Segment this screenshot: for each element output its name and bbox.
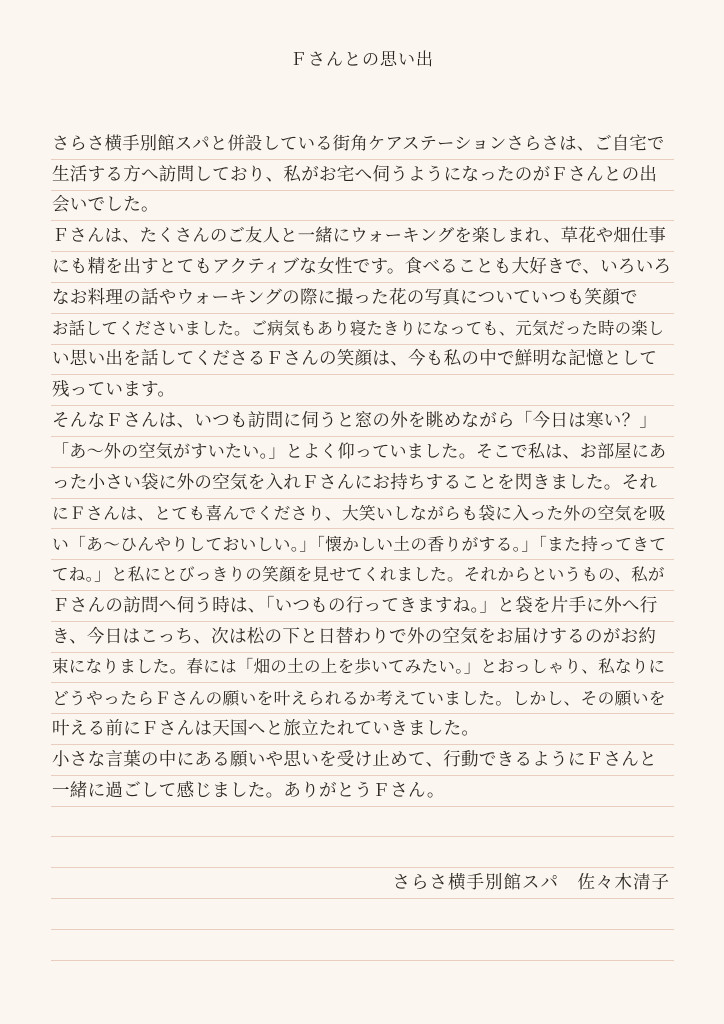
text-line (51, 345, 674, 376)
blank-line (51, 807, 674, 838)
text-line (51, 591, 674, 622)
text-line (51, 406, 674, 437)
text-line-content: 一緒に過ごして感じました。ありがとうＦさん。 (52, 780, 445, 801)
text-line-content: さらさ横手別館スパと併設している街角ケアステーションさらさは、ご自宅で (52, 133, 665, 154)
text-line-content: 残っています。 (52, 380, 176, 401)
text-line-content: 生活する方へ訪問しており、私がお宅へ伺うようになったのがＦさんとの出 (52, 164, 658, 185)
text-line-content: い「あ～ひんやりしておいしい。」「懐かしい土の香りがする。」「また持ってきて (52, 534, 667, 555)
text-line (51, 776, 674, 807)
text-line (51, 560, 674, 591)
blank-line (51, 930, 674, 961)
text-line-content: った小さい袋に外の空気を入れＦさんにお持ちすることを閃きました。それ (52, 472, 658, 493)
signature: さらさ横手別館スパ 佐々木清子 (392, 872, 670, 893)
text-line (51, 129, 674, 160)
ruled-text-area (51, 129, 674, 961)
blank-line (51, 837, 674, 868)
text-line (51, 283, 674, 314)
text-line (51, 468, 674, 499)
text-line-content: そんなＦさんは、いつも訪問に伺うと窓の外を眺めながら「今日は寒い？」 (52, 410, 658, 431)
text-line (51, 437, 674, 468)
text-line (51, 314, 674, 345)
text-line-content: 会いでした。 (52, 195, 159, 216)
text-line-content: い思い出を話してくださるＦさんの笑顔は、今も私の中で鮮明な記憶として (52, 349, 658, 370)
text-line (51, 653, 674, 684)
text-line-content: Ｆさんの訪問へ伺う時は、「いつもの行ってきますね。」と袋を片手に外へ行 (52, 595, 658, 616)
text-line (51, 375, 674, 406)
blank-line (51, 899, 674, 930)
text-line (51, 622, 674, 653)
text-line-content: にＦさんは、とても喜んでくださり、大笑いしながらも袋に入った外の空気を吸 (52, 503, 666, 524)
text-line (51, 221, 674, 252)
text-line-content: Ｆさんは、たくさんのご友人と一緒にウォーキングを楽しまれ、草花や畑仕事 (52, 226, 667, 247)
text-line-content: にも精を出すとてもアクティブな女性です。食べることも大好きで、いろいろ (52, 256, 672, 277)
text-line-content: き、今日はこっち、次は松の下と日替わりで外の空気をお届けするのがお約 (52, 626, 657, 647)
text-line (51, 160, 674, 191)
signature-line (51, 868, 674, 899)
page-title: Ｆさんとの思い出 (290, 50, 434, 70)
text-line (51, 683, 674, 714)
text-line (51, 529, 674, 560)
text-line-content: お話してくださいました。ご病気もあり寝たきりになっても、元気だった時の楽し (52, 318, 665, 338)
text-line-content: 叶える前にＦさんは天国へと旅立たれていきました。 (52, 718, 480, 739)
text-line (51, 499, 674, 530)
text-line-content: てね。」と私にとびっきりの笑顔を見せてくれました。それからというもの、私が (52, 564, 665, 584)
text-line (51, 745, 674, 776)
text-line-content: どうやったらＦさんの願いを叶えられるか考えていました。しかし、その願いを (52, 688, 666, 709)
text-line (51, 252, 674, 283)
text-line-content: なお料理の話やウォーキングの際に撮った花の写真についていつも笑顔で (52, 287, 638, 308)
text-line-content: 束になりました。春には「畑の土の上を歩いてみたい。」とおっしゃり、私なりに (52, 657, 666, 677)
text-line-content: 「あ～外の空気がすいたい。」とよく仰っていました。そこで私は、お部屋にあ (52, 441, 667, 462)
text-line-content: 小さな言葉の中にある願いや思いを受け止めて、行動できるようにＦさんと (52, 749, 657, 770)
text-line (51, 191, 674, 222)
text-line (51, 714, 674, 745)
